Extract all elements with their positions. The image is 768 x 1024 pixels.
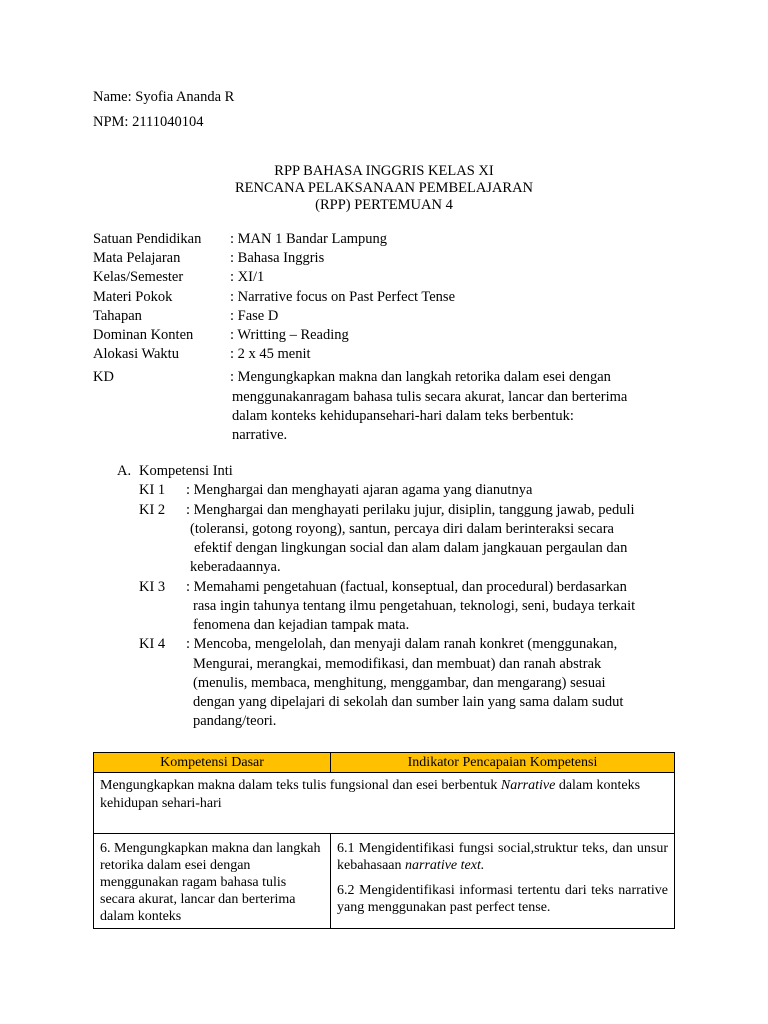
header-kompetensi-dasar: Kompetensi Dasar	[94, 753, 331, 773]
ki-text-line: : Menghargai dan menghayati ajaran agama yang dianutnya	[186, 482, 533, 498]
section-title: Kompetensi Inti	[139, 463, 233, 479]
table-row	[94, 773, 675, 834]
header-indikator: Indikator Pencapaian Kompetensi	[331, 753, 675, 773]
identity-label: Alokasi Waktu	[93, 346, 179, 362]
indicator-item: 6.2 Mengidentifikasi informasi tertentu dari teks narrative yang menggunakan past perfect tense.	[337, 883, 668, 915]
ki-text-line: efektif dengan lingkungan social dan alam dalam jangkauan pergaulan dan	[194, 540, 628, 556]
kd-label: KD	[93, 369, 114, 385]
kd-line: dalam konteks kehidupansehari-hari dalam teks berbentuk:	[232, 408, 574, 424]
indicator-cell	[331, 834, 675, 929]
identity-label: Satuan Pendidikan	[93, 231, 202, 247]
table-header-row	[94, 753, 675, 773]
identity-label: Mata Pelajaran	[93, 250, 181, 266]
ki-text-line: Mengurai, merangkai, memodifikasi, dan membuat) dan ranah abstrak	[193, 656, 602, 672]
identity-value: : MAN 1 Bandar Lampung	[230, 231, 388, 247]
identity-value: : Bahasa Inggris	[230, 250, 325, 266]
identity-label: Tahapan	[93, 308, 142, 324]
ki-text-line: (toleransi, gotong royong), santun, percaya diri dalam berinteraksi secara	[190, 521, 614, 537]
kd-line: : Mengungkapkan makna dan langkah retorika dalam esei dengan	[230, 369, 611, 385]
identity-value: : 2 x 45 menit	[230, 346, 311, 362]
kd-cell: 6. Mengungkapkan makna dan langkah retorika dalam esei dengan menggunakan ragam bahasa tulis secara akurat, lancar dan berterima dalam konteks	[94, 834, 331, 929]
competency-table	[93, 752, 675, 929]
student-npm: NPM: 2111040104	[93, 114, 204, 130]
ki-text-line: : Mencoba, mengelolah, dan menyaji dalam ranah konkret (menggunakan,	[186, 636, 618, 652]
table-row	[94, 834, 675, 929]
ki-text-line: dengan yang dipelajari di sekolah dan sumber lain yang sama dalam sudut	[193, 694, 624, 710]
span-text: dalam konteks kehidupan sehari-hari	[100, 778, 641, 811]
ki-text-line: pandang/teori.	[193, 713, 277, 729]
indicator-text-italic: narrative text.	[405, 858, 485, 873]
kd-line: menggunakanragam bahasa tulis secara akurat, lancar dan berterima	[232, 389, 628, 405]
identity-value: : Narrative focus on Past Perfect Tense	[230, 289, 456, 305]
span-text: Mengungkapkan makna dalam teks tulis fungsional dan esei berbentuk	[100, 778, 501, 793]
ki-text-line: (menulis, membaca, menghitung, menggambar, dan mengarang) sesuai	[193, 675, 606, 691]
ki-text-line: fenomena dan kejadian tampak mata.	[193, 617, 410, 633]
identity-value: : Fase D	[230, 308, 279, 324]
doc-title-line-2: RENCANA PELAKSANAAN PEMBELAJARAN	[234, 180, 534, 196]
ki-code: KI 4	[139, 636, 166, 652]
indicator-item	[337, 840, 668, 874]
doc-title-line-1: RPP BAHASA INGGRIS KELAS XI	[274, 163, 494, 179]
ki-text-line: : Menghargai dan menghayati perilaku jujur, disiplin, tanggung jawab, peduli	[186, 502, 635, 518]
table-span-cell	[94, 773, 675, 834]
ki-code: KI 3	[139, 579, 166, 595]
section-marker: A.	[117, 463, 132, 479]
identity-label: Kelas/Semester	[93, 269, 184, 285]
identity-value: : XI/1	[230, 269, 265, 285]
kd-line: narrative.	[232, 427, 288, 443]
identity-label: Materi Pokok	[93, 289, 173, 305]
doc-title-line-3: (RPP) PERTEMUAN 4	[315, 197, 453, 213]
ki-text-line: keberadaannya.	[190, 559, 281, 575]
ki-text-line: : Memahami pengetahuan (factual, konseptual, dan procedural) berdasarkan	[186, 579, 627, 595]
identity-value: : Writting – Reading	[230, 327, 349, 343]
indicator-text: 6.1 Mengidentifikasi fungsi social,struktur teks, dan unsur kebahasaan	[337, 841, 668, 873]
span-text-italic: Narrative	[500, 778, 556, 793]
identity-label: Dominan Konten	[93, 327, 194, 343]
ki-code: KI 2	[139, 502, 166, 518]
ki-code: KI 1	[139, 482, 166, 498]
student-name: Name: Syofia Ananda R	[93, 89, 235, 105]
ki-text-line: rasa ingin tahunya tentang ilmu pengetahuan, teknologi, seni, budaya terkait	[193, 598, 636, 614]
